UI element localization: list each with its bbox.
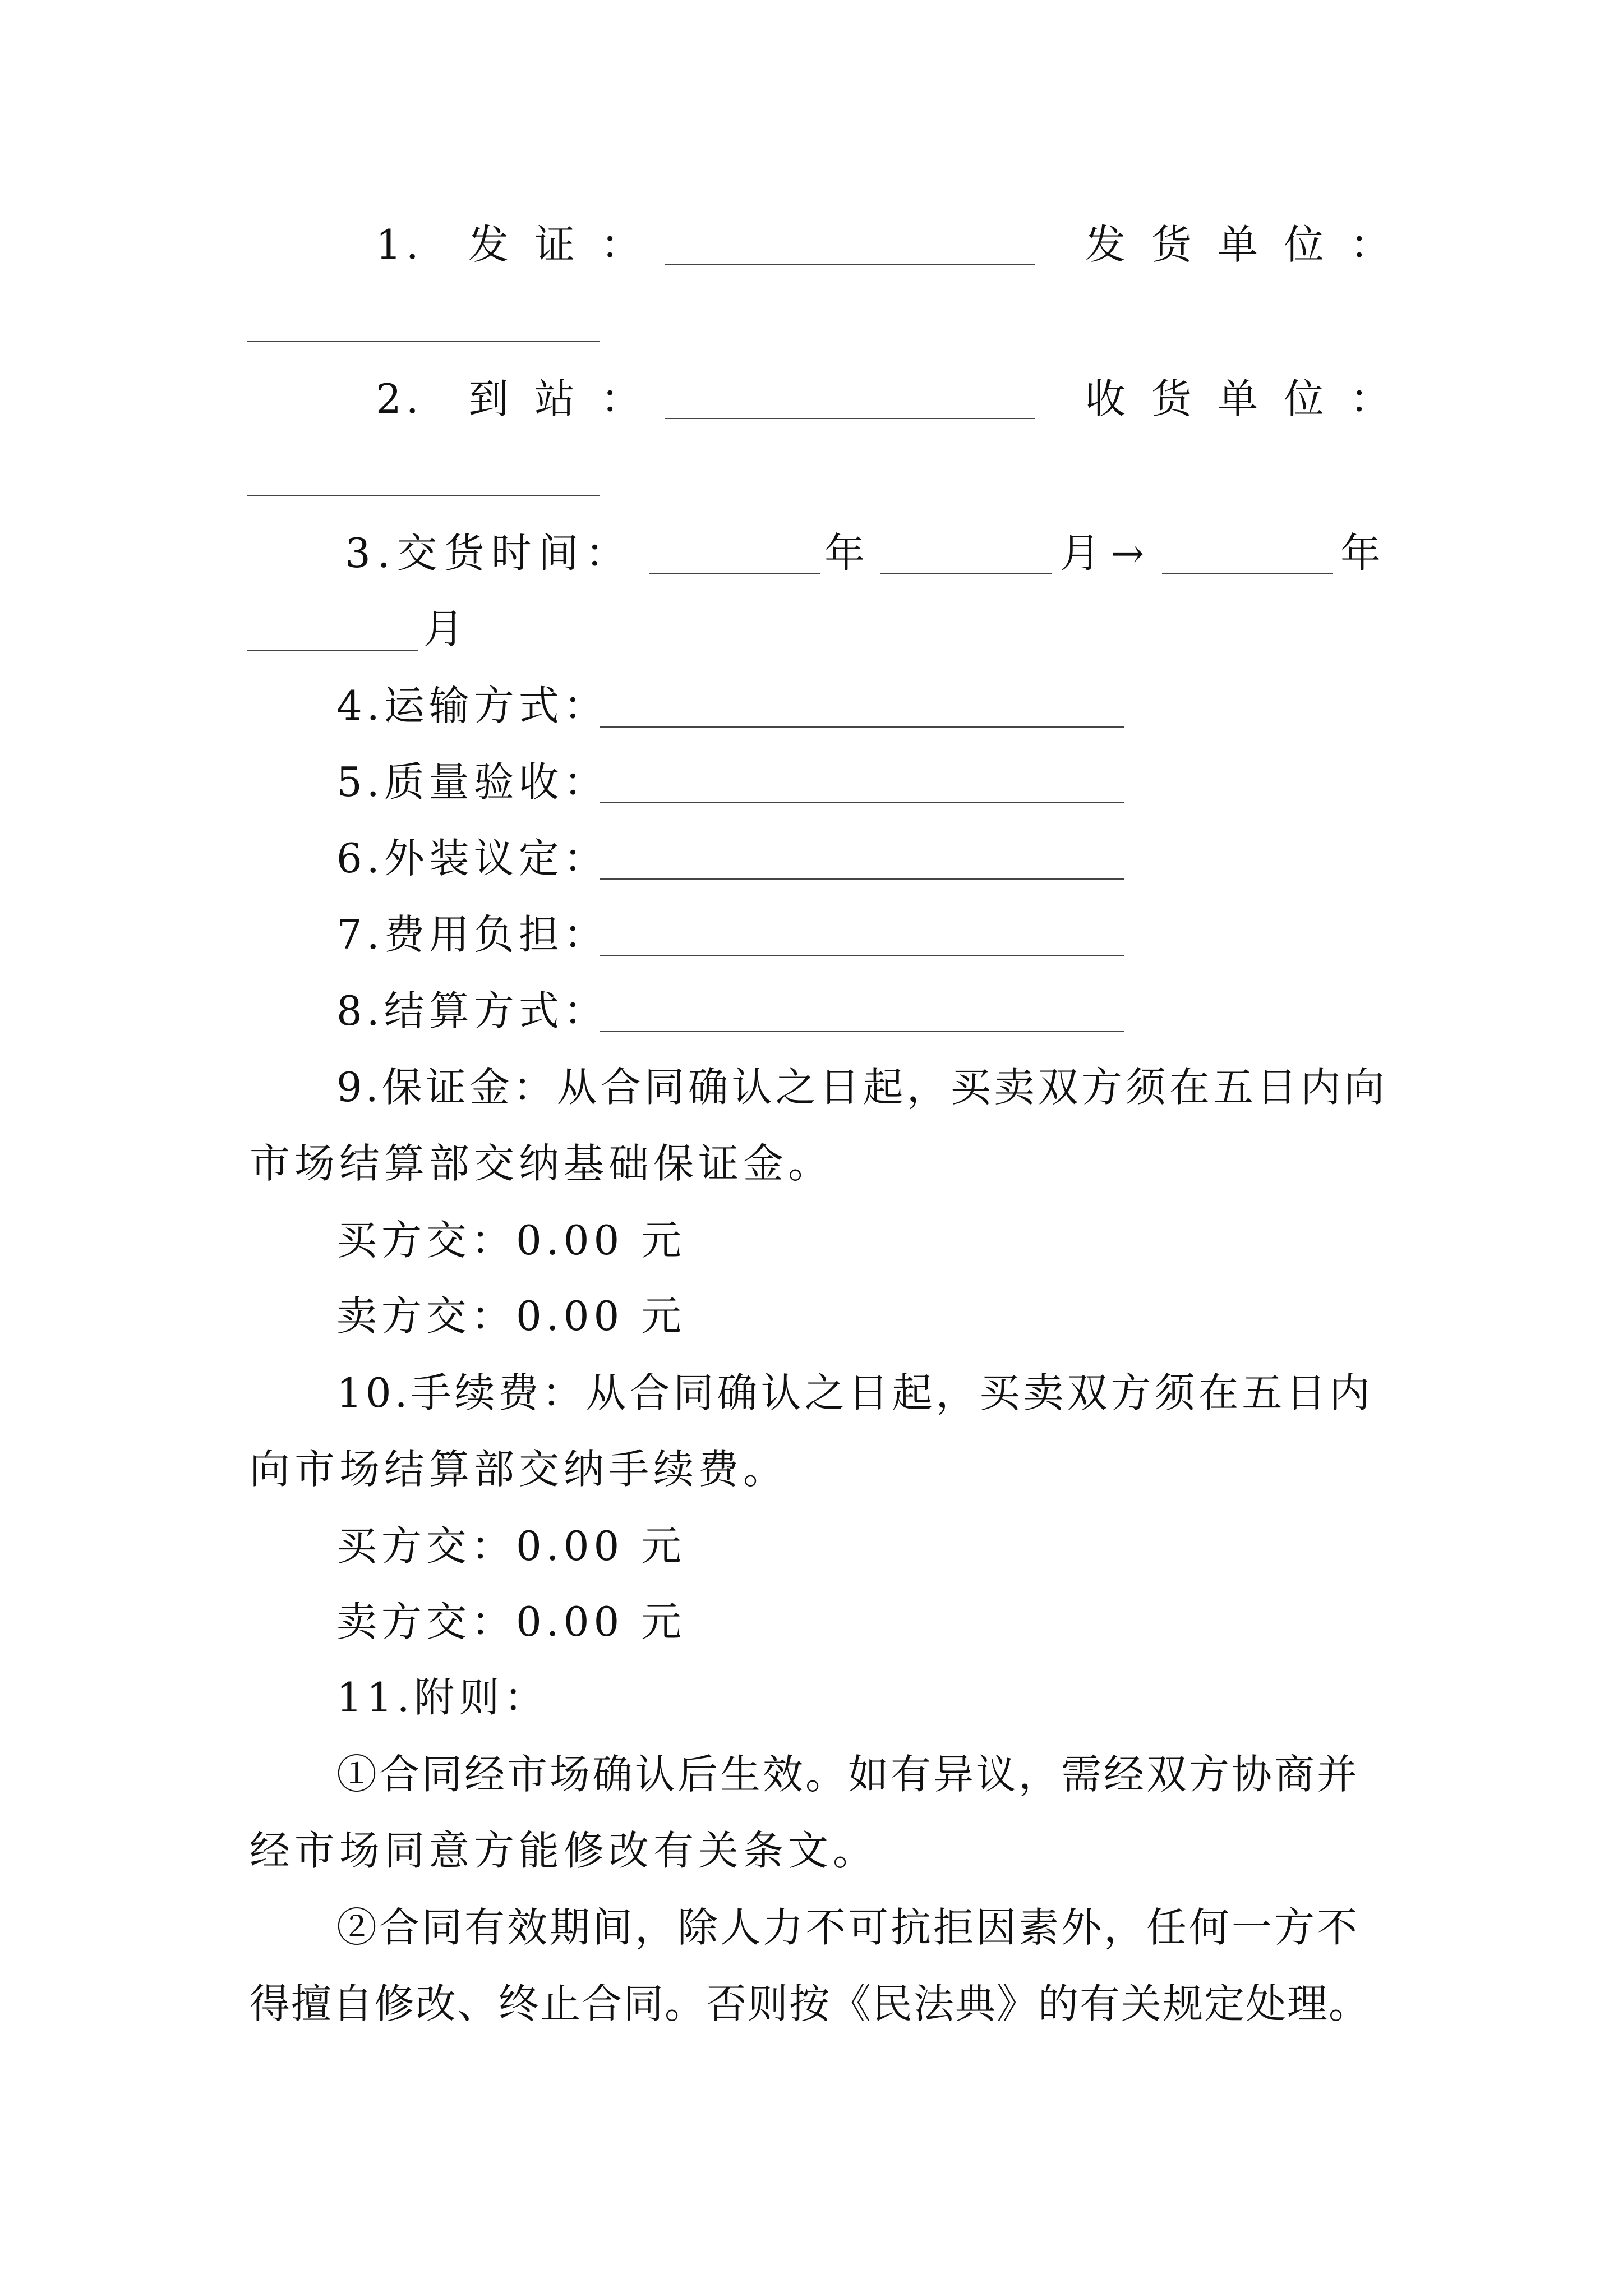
- deposit-line2: 市场结算部交纳基础保证金。: [250, 1140, 833, 1187]
- field1-blank[interactable]: [665, 264, 1035, 265]
- field1-number: 1.: [376, 221, 423, 268]
- fee-buyer: 买方交：0.00 元: [336, 1522, 686, 1570]
- field5-label: 5.质量验收：: [336, 758, 608, 806]
- appendix-title: 11.附则：: [336, 1674, 549, 1721]
- field1-label2: 发货单位：: [1085, 221, 1417, 268]
- fee-seller: 卖方交：0.00 元: [336, 1598, 686, 1645]
- appendix-item1-line1: ①合同经市场确认后生效。如有异议，需经双方协商并: [336, 1751, 1360, 1798]
- appendix-item2-line2: 得擅自修改、终止合同。否则按《民法典》的有关规定处理。: [250, 1980, 1371, 2027]
- deposit-seller: 卖方交：0.00 元: [336, 1292, 686, 1340]
- field2-label2: 收货单位：: [1085, 375, 1417, 422]
- field6-blank[interactable]: [600, 878, 1124, 880]
- field2-label: 到站：: [468, 375, 667, 422]
- field3-year2: 年: [1340, 530, 1386, 577]
- field8-blank[interactable]: [600, 1031, 1124, 1032]
- field2-blank2[interactable]: [247, 495, 600, 496]
- field3-arrow: →: [1110, 530, 1149, 577]
- field2-number: 2.: [376, 375, 423, 422]
- field1-label: 发证：: [468, 221, 667, 268]
- field3-label: 3.交货时间：: [345, 530, 633, 577]
- field3-year: 年: [824, 530, 870, 577]
- field3-month2-blank[interactable]: [247, 650, 418, 651]
- field2-blank[interactable]: [665, 418, 1035, 419]
- field7-label: 7.费用负担：: [336, 911, 608, 958]
- appendix-item1-line2: 经市场同意方能修改有关条文。: [250, 1827, 878, 1874]
- field3-month-blank[interactable]: [880, 573, 1052, 574]
- field5-blank[interactable]: [600, 802, 1124, 803]
- field7-blank[interactable]: [600, 955, 1124, 956]
- field4-label: 4.运输方式：: [336, 682, 608, 729]
- fee-line1: 10.手续费：从合同确认之日起，买卖双方须在五日内: [336, 1369, 1373, 1416]
- fee-line2: 向市场结算部交纳手续费。: [250, 1446, 789, 1493]
- field3-month: 月: [1060, 530, 1105, 577]
- field1-blank2[interactable]: [247, 341, 600, 342]
- deposit-line1: 9.保证金：从合同确认之日起，买卖双方须在五日内向: [336, 1064, 1388, 1111]
- deposit-buyer: 买方交：0.00 元: [336, 1217, 686, 1264]
- field6-label: 6.外装议定：: [336, 835, 608, 882]
- field8-label: 8.结算方式：: [336, 987, 608, 1034]
- field3-year2-blank[interactable]: [1162, 573, 1333, 574]
- field4-blank[interactable]: [600, 726, 1124, 728]
- field3-year-blank[interactable]: [649, 573, 820, 574]
- appendix-item2-line1: ②合同有效期间，除人力不可抗拒因素外，任何一方不: [336, 1904, 1360, 1951]
- field3-month2: 月: [423, 605, 469, 652]
